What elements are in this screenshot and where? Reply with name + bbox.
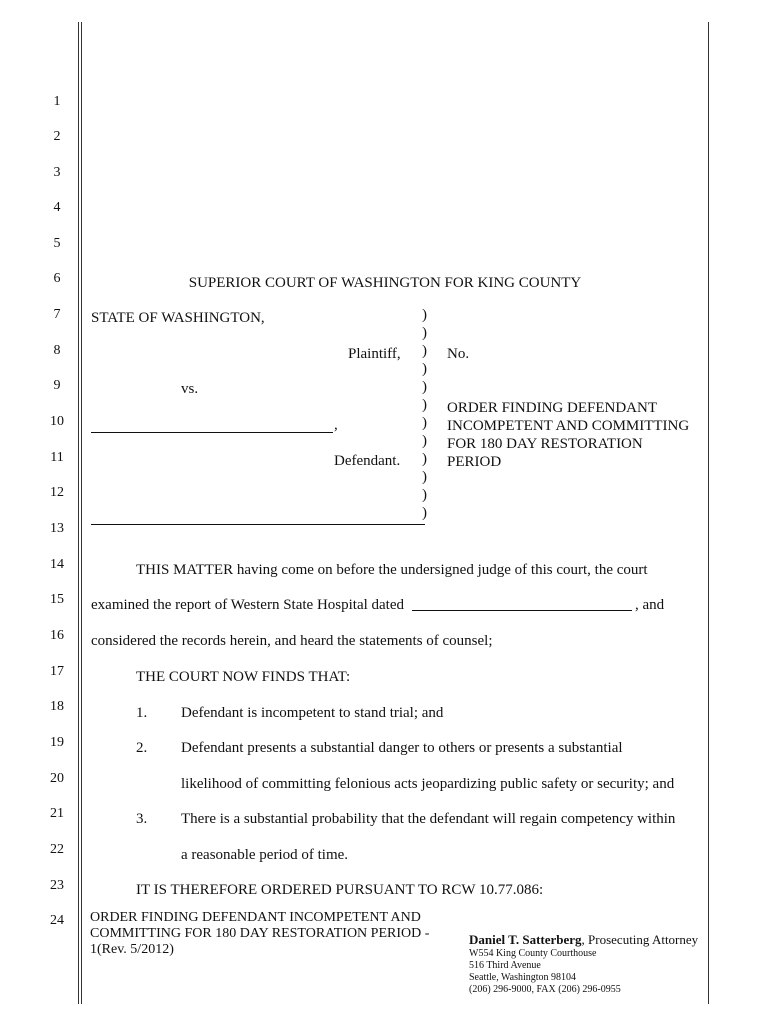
line-number: 5 [53,236,61,251]
paren: ) [422,451,427,467]
line-number: 4 [53,200,61,215]
finding-2-text-line2: likelihood of committing felonious acts jeopardizing public safety or security; and [181,776,675,792]
line-number: 17 [50,664,64,679]
line-number: 2 [53,129,61,144]
left-margin-line-outer [78,22,79,1004]
caption-bottom-line [91,524,425,525]
report-date-line[interactable] [412,610,632,611]
ordered-heading: IT IS THEREFORE ORDERED PURSUANT TO RCW 10.77.086: [136,882,544,898]
caption-state: STATE OF WASHINGTON, [91,310,265,326]
line-number: 3 [53,165,61,180]
paren: ) [422,469,427,485]
caption-defendant: Defendant. [334,453,401,469]
finding-3-number: 3. [136,811,148,827]
paren: ) [422,397,427,413]
paren: ) [422,361,427,377]
paren: ) [422,343,427,359]
prosecutor-title: , Prosecuting Attorney [581,932,699,947]
address-line: 516 Third Avenue [469,960,541,971]
line-number: 15 [50,592,64,607]
line-number: 11 [50,450,64,465]
paren: ) [422,505,427,521]
paren: ) [422,415,427,431]
address-line: (206) 296-9000, FAX (206) 296-0955 [469,984,621,995]
footer-form-title [90,910,429,958]
paren: ) [422,307,427,323]
finding-1-text: Defendant is incompetent to stand trial; and [181,705,444,721]
line-number: 19 [50,735,64,750]
line-number: 9 [53,378,61,393]
order-title-line: FOR 180 DAY RESTORATION [447,436,643,452]
paren: ) [422,433,427,449]
address-line: Seattle, Washington 98104 [469,972,577,983]
body-paragraph-1: THIS MATTER having come on before the undersigned judge of this court, the court [136,562,648,578]
line-number: 7 [53,307,61,322]
paren: ) [422,487,427,503]
court-finds-heading: THE COURT NOW FINDS THAT: [136,669,351,685]
court-title: SUPERIOR COURT OF WASHINGTON FOR KING COUNTY [188,275,582,291]
line-number: 14 [50,557,64,572]
footer-form-title-line: ORDER FINDING DEFENDANT INCOMPETENT AND [90,910,421,925]
line-number: 16 [50,628,64,643]
body-paragraph-2b: , and [635,597,665,613]
finding-3-text-line2: a reasonable period of time. [181,847,349,863]
line-number: 21 [50,806,64,821]
line-number: 20 [50,771,64,786]
body-paragraph-3: considered the records herein, and heard the statements of counsel; [91,633,493,649]
paren: ) [422,379,427,395]
left-margin-line-inner [81,22,82,1004]
caption-comma: , [334,417,338,433]
line-number: 18 [50,699,64,714]
line-number: 6 [53,271,61,286]
order-title-line: PERIOD [447,454,502,470]
line-number: 24 [50,913,64,928]
caption-vs: vs. [181,381,199,397]
prosecutor-name: Daniel T. Satterberg [469,932,582,947]
prosecutor-name-line [469,932,698,948]
paren: ) [422,325,427,341]
caption-plaintiff: Plaintiff, [348,346,401,362]
line-number: 23 [50,878,64,893]
footer-form-title-line: COMMITTING FOR 180 DAY RESTORATION PERIOD - [90,926,430,941]
line-number: 22 [50,842,64,857]
prosecutor-block [469,932,698,996]
line-number: 10 [50,414,64,429]
defendant-name-line[interactable] [91,432,333,433]
finding-3-text-line1: There is a substantial probability that the defendant will regain competency within [181,811,676,827]
body-paragraph-2a: examined the report of Western State Hospital dated [91,597,405,613]
order-title [447,399,689,471]
finding-1-number: 1. [136,705,148,721]
line-number: 8 [53,343,61,358]
address-line: W554 King County Courthouse [469,948,597,959]
finding-2-number: 2. [136,740,148,756]
order-title-line: INCOMPETENT AND COMMITTING [447,418,690,434]
line-number: 12 [50,485,64,500]
footer-form-title-line: 1(Rev. 5/2012) [90,942,174,957]
caption-parens [422,306,427,522]
order-title-line: ORDER FINDING DEFENDANT [447,400,657,416]
line-number: 13 [50,521,64,536]
finding-2-text-line1: Defendant presents a substantial danger to others or presents a substantial [181,740,623,756]
right-margin-line [708,22,709,1004]
line-number: 1 [53,94,61,109]
case-number-label: No. [447,346,470,362]
